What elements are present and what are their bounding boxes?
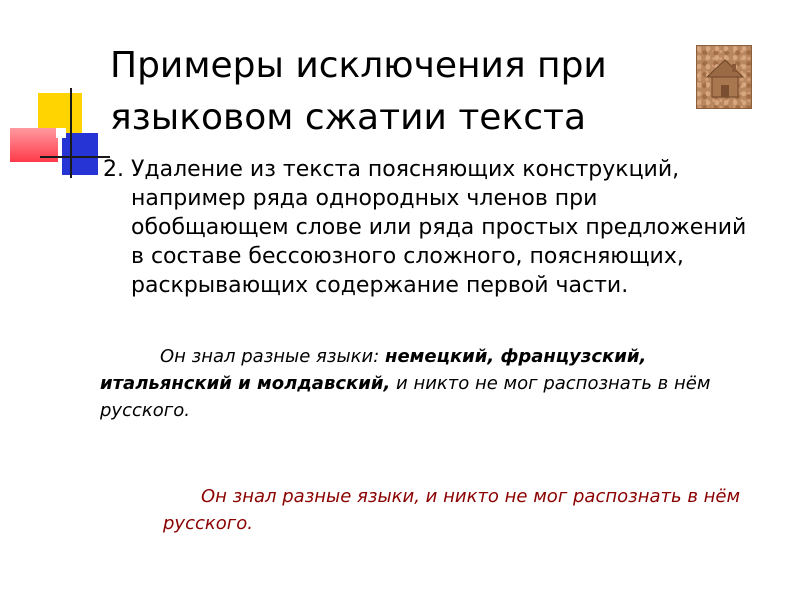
slide-title [110, 40, 670, 144]
decor-white-square [56, 128, 66, 138]
home-icon [697, 46, 753, 110]
example-original-highlight: немецкий, французский, итальянский и молдавский, [100, 346, 647, 394]
example-original-prefix: Он знал разные языки: [160, 346, 386, 367]
slide-title-line-1: Примеры исключения при [110, 45, 607, 86]
point-text: Удаление из текста поясняющих конструкций, например ряда однородных членов при обобщающем слове или ряда простых предложений в составе бессоюзного сложного, поясняющих, раскрывающих содержание первой части. [131, 157, 747, 298]
decor-blue-square [62, 133, 98, 175]
decor-vertical-line [70, 88, 72, 178]
example-compressed: Он знал разные языки, и никто не мог распознать в нём русского. [163, 486, 741, 534]
numbered-point [103, 155, 753, 300]
slide-title-line-2: языковом сжатии текста [110, 97, 587, 138]
example-original-suffix: и никто не мог распознать в нём русского. [100, 373, 711, 421]
home-button[interactable] [696, 45, 752, 109]
point-number: 2. [103, 157, 124, 182]
decor-horizontal-line [40, 156, 110, 158]
example-original [100, 343, 740, 424]
